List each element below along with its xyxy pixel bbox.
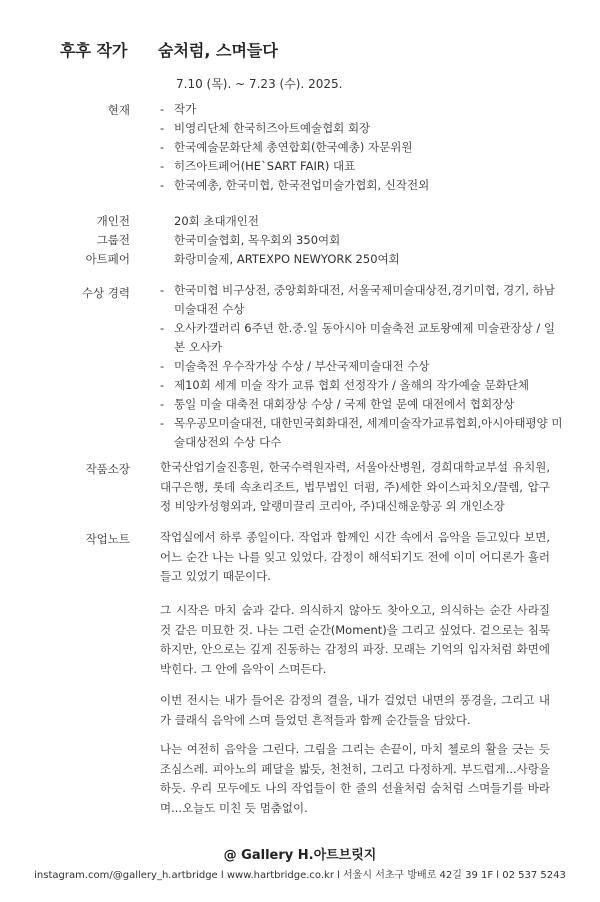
list-item: - 통일 미술 대축전 대회장상 수상 / 국제 한얼 문예 대전에서 협회장상: [160, 395, 565, 414]
artfair-value: 화랑미술제, ARTEXPO NEWYORK 250여회: [174, 252, 400, 266]
note-paragraph: 이번 전시는 내가 들어온 감정의 결을, 내가 걸었던 내면의 풍경을, 그리고 내가 클래식 음악에 스며 들었던 흔적들과 함께 순간들을 담았다.: [160, 693, 550, 727]
list-item: - 한국미협 비구상전, 중앙회화대전, 서울국제미술대상전,경기미협, 경기, 하남미술대전 수상: [160, 281, 565, 319]
section-label-exhibitions: [70, 212, 130, 269]
exhibition-dates: 7.10 (목). ~ 7.23 (수). 2025.: [176, 77, 343, 91]
exhibition-title: 숨처럼, 스며들다: [158, 41, 278, 60]
label-artfair: 아트페어: [85, 252, 130, 266]
label-solo: 개인전: [96, 214, 130, 228]
exhibitions-values: [174, 212, 400, 269]
list-item: - 비영리단체 한국히즈아트예술협회 회장: [160, 119, 560, 138]
current-positions-list: [160, 100, 560, 195]
list-item: - 목우공모미술대전, 대한민국회화대전, 세계미술작가교류협회,아시아태평양 미술대상전외 수상 다수: [160, 414, 565, 452]
contact-info: instagram.com/@gallery_h.artbridge l www.hartbridge.co.kr l 서울시 서초구 방배로 42길 39 1F l 02 537 5243: [34, 870, 566, 881]
label-group: 그룹전: [96, 233, 130, 247]
group-exhibitions-value: 한국미술협회, 목우회외 350여회: [174, 233, 341, 247]
list-item: - 제10회 세계 미술 작가 교류 협회 선정작가 / 올해의 작가예술 문화단체: [160, 376, 565, 395]
gallery-name: @ Gallery H.아트브릿지: [223, 848, 377, 863]
section-label-collection: 작품소장: [85, 462, 130, 476]
list-item: - 미술축전 우수작가상 수상 / 부산국제미술대전 수상: [160, 357, 565, 376]
section-label-notes: 작업노트: [85, 532, 130, 546]
list-item: - 한국예총, 한국미협, 한국전업미술가협회, 신작전외: [160, 176, 560, 195]
note-paragraph: 나는 여전히 음악을 그린다. 그림을 그리는 손끝이, 마치 첼로의 활을 긋는 듯 조심스레. 피아노의 페달을 밟듯, 천천히, 그리고 다정하게. 부드럽게...사랑을 하듯. 우리 모두에도 나의 작업들이 한 줄의 선율처럼 숨처럼 스며들기를 바라며...오늘도 미친 듯 멈춤없이.: [160, 742, 550, 815]
list-item: - 오사카갤러리 6주년 한.중.일 동아시아 미술축전 교토왕예제 미술관장상 / 일본 오사카: [160, 319, 565, 357]
section-label-current: 현재: [107, 103, 130, 117]
list-item: - 히즈아트페어(HE`SART FAIR) 대표: [160, 157, 560, 176]
list-item: - 작가: [160, 100, 560, 119]
note-paragraph: 그 시작은 마치 숨과 같다. 의식하지 않아도 찾아오고, 의식하는 순간 사라질 것 같은 미묘한 것. 나는 그런 순간(Moment)을 그리고 싶었다. 겉으로는 침묵하지만, 안으로는 깊게 진동하는 감정의 파장. 모래는 기억의 입자처럼 화면에 박힌다. 그 안에 음악이 스며든다.: [160, 603, 550, 676]
collection-text: 한국산업기술진흥원, 한국수력원자력, 서울아산병원, 경희대학교부설 유치원, 대구은행, 롯데 속초리조트, 법무법인 더펌, 주)세한 와이스파치오/끌렘, 압구정 비앙카성형외과, 알랭미끌리 코리아, 주)대신해운항공 외 개인소장: [160, 460, 550, 513]
section-label-awards: 수상 경력: [81, 286, 130, 300]
solo-exhibitions-value: 20회 초대개인전: [174, 214, 259, 228]
note-paragraph: 작업실에서 하루 종일이다. 작업과 함께인 시간 속에서 음악을 듣고있다 보면, 어느 순간 나는 나를 잊고 있었다. 감정이 해석되기도 전에 이미 어디론가 흘러들고 있었기 때문이다.: [160, 530, 550, 583]
awards-list: [160, 281, 565, 452]
artist-name: 후후 작가: [60, 41, 128, 60]
list-item: - 한국예술문화단체 총연합회(한국예총) 자문위원: [160, 138, 560, 157]
